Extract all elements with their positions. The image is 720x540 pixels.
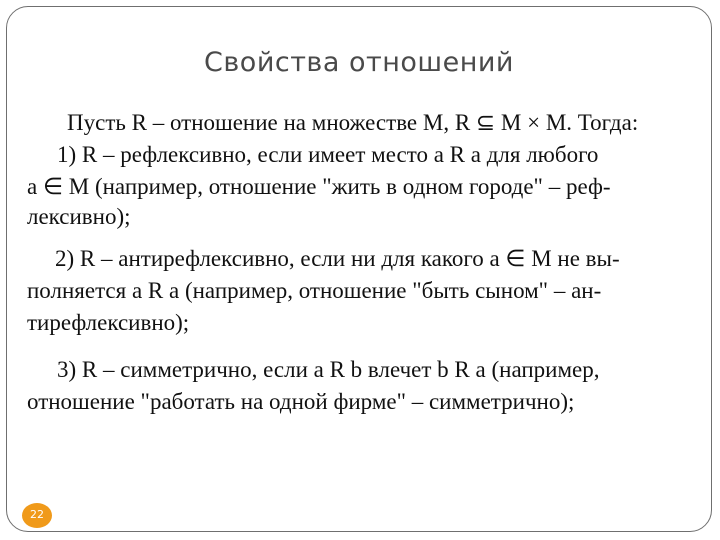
text-line-antireflexive-2: полняется a R a (например, отношение "быть сыном" – ан- xyxy=(27,278,602,303)
text-line-symmetric-1: 3) R – симметрично, если a R b влечет b R a (например, xyxy=(57,357,600,382)
text-line-antireflexive-1: 2) R – антирефлексивно, если ни для какого a ∈ M не вы- xyxy=(55,246,620,271)
page-number: 22 xyxy=(30,508,44,521)
page-number-badge xyxy=(22,503,52,528)
text-line-antireflexive-3: тирефлексивно); xyxy=(27,310,190,335)
slide-title: Свойства отношений xyxy=(204,47,514,78)
scanned-text-block xyxy=(27,103,709,423)
text-line-intro: Пусть R – отношение на множестве M, R ⊆ M × M. Тогда: xyxy=(67,110,639,135)
text-line-reflexive-2: a ∈ M (например, отношение "жить в одном городе" – реф- xyxy=(27,174,611,199)
slide-frame xyxy=(6,6,712,532)
text-line-reflexive-3: лексивно); xyxy=(27,204,131,229)
text-line-symmetric-2: отношение "работать на одной фирме" – симметрично); xyxy=(27,389,575,414)
text-line-reflexive-1: 1) R – рефлексивно, если имеет место a R a для любого xyxy=(57,142,599,167)
